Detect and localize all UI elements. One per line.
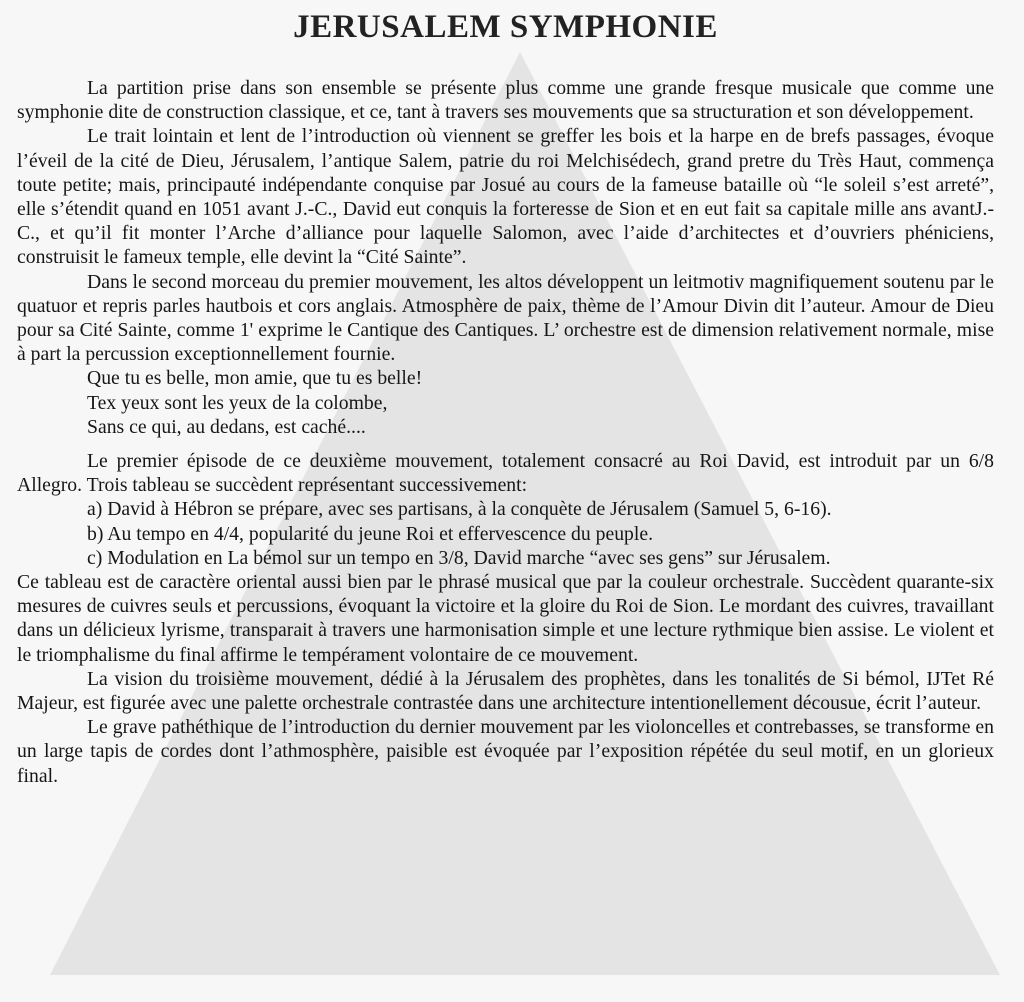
paragraph: Le trait lointain et lent de l’introduction où viennent se greffer les bois et la harpe en de brefs passages, évoque l’éveil de la cité de Dieu, Jérusalem, l’antique Salem, patrie du roi Melchisédech, grand pretre du Très Haut, commença toute petite; mais, principauté indépendante conquise par Josué au cours de la fameuse bataille où “le soleil s’est arreté”, elle s’étendit quand en 1051 avant J.-C., David eut conquis la forteresse de Sion et en eut fait sa capitale mille ans avantJ.-C., et qu’il fit monter l’Arche d’alliance pour laquelle Salomon, avec l’aide d’architectes et d’ouvriers phéniciens, construisit le fameux temple, elle devint la “Cité Sainte”. — [17, 125, 994, 269]
document-body — [17, 76, 994, 788]
list-item: c) Modulation en La bémol sur un tempo en 3/8, David marche “avec ses gens” sur Jérusalem. — [87, 546, 831, 569]
list-item: a) David à Hébron se prépare, avec ses partisans, à la conquète de Jérusalem (Samuel 5, 6-16). — [87, 498, 832, 521]
paragraph: La partition prise dans son ensemble se présente plus comme une grande fresque musicale que comme une symphonie dite de construction classique, et ce, tant à travers ses mouvements que sa structuration et son développement. — [17, 77, 994, 124]
paragraph: Le premier épisode de ce deuxième mouvement, totalement consacré au Roi David, est introduit par un 6/8 Allegro. Trois tableau se succèdent représentant successivement: — [17, 450, 994, 497]
paragraph: Dans le second morceau du premier mouvement, les altos développent un leitmotiv magnifiquement soutenu par le quatuor et repris parles hautbois et cors anglais. Atmosphère de paix, thème de l’Amour Divin dit l’auteur. Amour de Dieu pour sa Cité Sainte, comme 1' exprime le Cantique des Cantiques. L’ orchestre est de dimension relativement normale, mise à part la percussion exceptionnellement fournie. — [17, 270, 994, 366]
list-item: b) Au tempo en 4/4, popularité du jeune Roi et effervescence du peuple. — [87, 522, 654, 545]
tableau-list — [17, 497, 994, 570]
page-title: JERUSALEM SYMPHONIE — [293, 9, 718, 45]
poem-line: Que tu es belle, mon amie, que tu es belle! — [87, 367, 423, 390]
paragraph: Le grave pathéthique de l’introduction du dernier mouvement par les violoncelles et contrebasses, se transforme en un large tapis de cordes dont l’athmosphère, paisible est évoquée par l’exposition répétée du seul motif, en un glorieux final. — [17, 716, 994, 787]
poem-line: Sans ce qui, au dedans, est caché.... — [87, 415, 366, 438]
paragraph-continuation: Ce tableau est de caractère oriental aussi bien par le phrasé musical que par la couleur orchestrale. Succèdent quarante-six mesures de cuivres seuls et percussions, évoquant la victoire et la gloire du Roi de Sion. Le mordant des cuivres, travaillant dans un délicieux lyrisme, transparait à travers une harmonisation simple et une lecture rythmique bien assise. Le violent et le triomphalisme du final affirme le tempérament volontaire de ce mouvement. — [17, 571, 994, 666]
poem-line: Tex yeux sont les yeux de la colombe, — [87, 391, 388, 414]
paragraph: La vision du troisième mouvement, dédié à la Jérusalem des prophètes, dans les tonalités de Si bémol, IJTet Ré Majeur, est figurée avec une palette orchestrale contrastée dans une architecture intentionellement décousue, écrit l’auteur. — [17, 667, 994, 715]
poem-quote — [17, 366, 994, 439]
